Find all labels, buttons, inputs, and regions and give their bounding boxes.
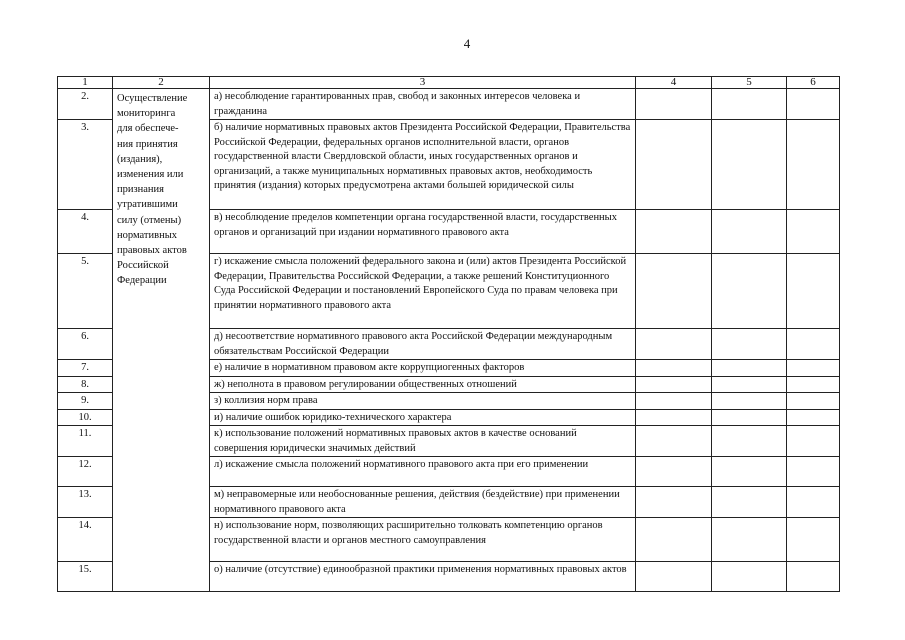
row-number: 10.: [58, 409, 113, 426]
empty-cell: [787, 329, 840, 360]
row-number: 6.: [58, 329, 113, 360]
empty-cell: [712, 487, 787, 518]
row-number: 7.: [58, 360, 113, 377]
empty-cell: [712, 120, 787, 210]
empty-cell: [636, 329, 712, 360]
empty-cell: [636, 376, 712, 393]
empty-cell: [712, 376, 787, 393]
row-text: а) несоблюдение гарантированных прав, свобод и законных интересов человека и гражданина: [210, 89, 636, 120]
empty-cell: [787, 457, 840, 487]
empty-cell: [636, 393, 712, 410]
page-number: 4: [463, 36, 471, 51]
empty-cell: [636, 487, 712, 518]
empty-cell: [712, 210, 787, 254]
activity-line: нормативных: [117, 229, 178, 241]
empty-cell: [636, 562, 712, 592]
row-text: н) использование норм, позволяющих расширительно толковать компетенцию органов государственной власти и органов местного самоуправления: [210, 518, 636, 562]
empty-cell: [712, 329, 787, 360]
row-number: 11.: [58, 426, 113, 457]
activity-line: Федерации: [117, 275, 167, 287]
empty-cell: [636, 120, 712, 210]
row-number: 3.: [58, 120, 113, 210]
empty-cell: [712, 409, 787, 426]
empty-cell: [636, 360, 712, 377]
empty-cell: [712, 518, 787, 562]
row-text: д) несоответствие нормативного правового акта Российской Федерации международным обязательствам Российской Федерации: [210, 329, 636, 360]
activity-line: Осуществление: [117, 93, 188, 104]
header-cell: 3: [210, 77, 636, 89]
empty-cell: [787, 376, 840, 393]
activity-line: мониторинга: [117, 108, 176, 120]
empty-cell: [787, 120, 840, 210]
empty-cell: [636, 409, 712, 426]
activity-line: правовых актов: [117, 245, 187, 257]
empty-cell: [787, 487, 840, 518]
empty-cell: [787, 426, 840, 457]
row-text: б) наличие нормативных правовых актов Президента Российской Федерации, Правительства Российской Федерации, федеральных органов исполнительной власти, органов государственной власти Свердловской области, иных государственных органов и организаций, а также муниципальных нормативных правовых актов, необходимость принятия (издания) которых предусмотрена актами большей юридической силы: [210, 120, 636, 210]
empty-cell: [787, 210, 840, 254]
table-row: [58, 89, 840, 120]
empty-cell: [636, 457, 712, 487]
row-number: 15.: [58, 562, 113, 592]
row-number: 8.: [58, 376, 113, 393]
empty-cell: [712, 457, 787, 487]
header-row: [58, 77, 840, 89]
empty-cell: [712, 426, 787, 457]
empty-cell: [787, 562, 840, 592]
header-cell: 5: [712, 77, 787, 89]
row-number: 14.: [58, 518, 113, 562]
activity-line: ния принятия: [117, 138, 178, 150]
row-number: 2.: [58, 89, 113, 120]
row-number: 4.: [58, 210, 113, 254]
header-cell: 2: [113, 77, 210, 89]
empty-cell: [787, 254, 840, 329]
row-text: л) искажение смысла положений нормативного правового акта при его применении: [210, 457, 636, 487]
empty-cell: [787, 360, 840, 377]
empty-cell: [787, 393, 840, 410]
monitoring-table: [57, 76, 840, 592]
empty-cell: [636, 254, 712, 329]
activity-line: силу (отмены): [117, 214, 182, 226]
row-text: м) неправомерные или необоснованные решения, действия (бездействие) при применении нормативного правового акта: [210, 487, 636, 518]
row-number: 9.: [58, 393, 113, 410]
activity-line: для обеспече-: [117, 123, 179, 135]
activity-line: (издания),: [117, 153, 163, 165]
empty-cell: [712, 393, 787, 410]
row-text: и) наличие ошибок юридико-технического характера: [210, 409, 636, 426]
row-text: о) наличие (отсутствие) единообразной практики применения нормативных правовых актов: [210, 562, 636, 592]
empty-cell: [636, 210, 712, 254]
empty-cell: [712, 360, 787, 377]
header-cell: 4: [636, 77, 712, 89]
row-number: 5.: [58, 254, 113, 329]
activity-line: признания: [117, 184, 164, 196]
header-cell: 1: [58, 77, 113, 89]
row-number: 12.: [58, 457, 113, 487]
empty-cell: [787, 409, 840, 426]
empty-cell: [636, 89, 712, 120]
activity-line: утратившими: [117, 199, 178, 211]
empty-cell: [787, 518, 840, 562]
empty-cell: [712, 254, 787, 329]
row-text: г) искажение смысла положений федерального закона и (или) актов Президента Российской Федерации, Правительства Российской Федерации, а также решений Конституционного Суда Российской Федерации и постановлений Европейского Суда по правам человека при принятии нормативного правового акта: [210, 254, 636, 329]
row-text: к) использование положений нормативных правовых актов в качестве оснований совершения юридически значимых действий: [210, 426, 636, 457]
activity-line: изменения или: [117, 169, 184, 181]
row-text: ж) неполнота в правовом регулировании общественных отношений: [210, 376, 636, 393]
activity-cell: [113, 89, 210, 592]
empty-cell: [712, 562, 787, 592]
empty-cell: [712, 89, 787, 120]
activity-line: Российской: [117, 260, 169, 272]
empty-cell: [636, 518, 712, 562]
empty-cell: [636, 426, 712, 457]
header-cell: 6: [787, 77, 840, 89]
row-text: в) несоблюдение пределов компетенции органа государственной власти, государственных органов и организаций при издании нормативного правового акта: [210, 210, 636, 254]
row-text: е) наличие в нормативном правовом акте коррупциогенных факторов: [210, 360, 636, 377]
empty-cell: [787, 89, 840, 120]
row-text: з) коллизия норм права: [210, 393, 636, 410]
row-number: 13.: [58, 487, 113, 518]
